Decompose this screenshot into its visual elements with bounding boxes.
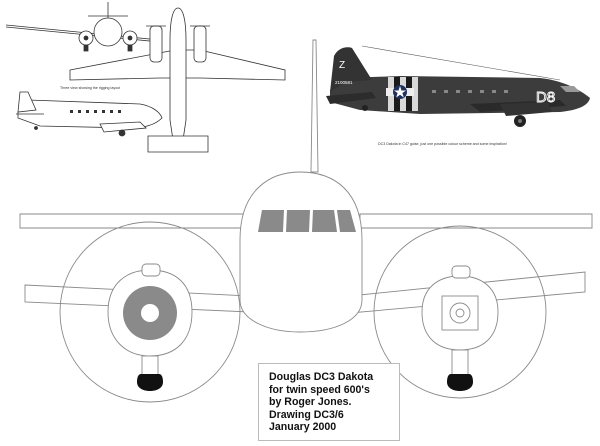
- front-view-left-tyre: [137, 374, 163, 391]
- photo-tail-wheel: [362, 105, 368, 111]
- three-view-side: [16, 92, 162, 136]
- windscreen-panel: [258, 210, 284, 232]
- three-view-side-wheel: [119, 130, 125, 136]
- title-line: Drawing DC3/6: [269, 408, 344, 421]
- three-view-caption: Three view showing the rigging layout: [60, 86, 121, 90]
- three-view-front-right-wheel: [128, 45, 132, 51]
- three-view-front-right-hub: [128, 36, 132, 40]
- front-view-tailplane-right: [360, 214, 592, 228]
- three-view-plan-fuselage: [170, 8, 186, 140]
- photo-window: [444, 90, 448, 93]
- title-line: for twin speed 600's: [269, 383, 370, 396]
- three-view-front-left-hub: [84, 36, 88, 40]
- front-view-fuselage: [240, 172, 362, 332]
- photo-antenna-wire: [362, 46, 560, 80]
- three-view-plan-left-nacelle: [150, 26, 162, 62]
- front-view-right-gear-leg: [452, 350, 468, 378]
- three-view-front-fuselage: [94, 18, 122, 46]
- side-window: [94, 110, 97, 113]
- photo-window: [504, 90, 508, 93]
- title-block: [258, 363, 400, 441]
- three-view-front-left-wheel: [84, 45, 88, 51]
- side-window: [86, 110, 89, 113]
- windscreen-panel: [312, 210, 337, 232]
- three-view-plan-right-nacelle: [194, 26, 206, 62]
- three-view-plan-tailplane: [148, 136, 208, 152]
- photo-fuselage-code: D8: [536, 89, 556, 106]
- photo-tail-number: 2100581: [335, 80, 353, 85]
- photo-c47: [326, 46, 590, 127]
- photo-window: [480, 90, 484, 93]
- photo-fin-letter: Z: [339, 60, 346, 71]
- windscreen-panel: [286, 210, 310, 232]
- front-view-left-scoop: [142, 264, 160, 276]
- front-view-right-spinner-hub: [456, 309, 464, 317]
- side-window: [118, 110, 121, 113]
- title-line: by Roger Jones.: [269, 396, 352, 409]
- side-window: [78, 110, 81, 113]
- photo-window: [468, 90, 472, 93]
- photo-window: [432, 90, 436, 93]
- front-view-left-spinner: [141, 304, 159, 322]
- front-view-right-scoop: [452, 266, 470, 278]
- three-view-front: [6, 2, 160, 51]
- title-line: January 2000: [269, 421, 337, 434]
- front-view-right-tyre: [447, 374, 473, 391]
- front-view-fin: [311, 40, 318, 172]
- three-view-side-tailwheel: [35, 127, 38, 130]
- front-view-windscreen: [258, 210, 356, 232]
- photo-window: [456, 90, 460, 93]
- side-window: [70, 110, 73, 113]
- front-view-tailplane: [20, 214, 250, 228]
- photo-main-hub: [518, 119, 522, 123]
- side-window: [102, 110, 105, 113]
- side-window: [110, 110, 113, 113]
- photo-caption: DC3 Dakota in C47 guise, just one possible colour scheme and some inspiration!: [378, 142, 507, 146]
- title-line: Douglas DC3 Dakota: [269, 371, 374, 383]
- photo-window: [492, 90, 496, 93]
